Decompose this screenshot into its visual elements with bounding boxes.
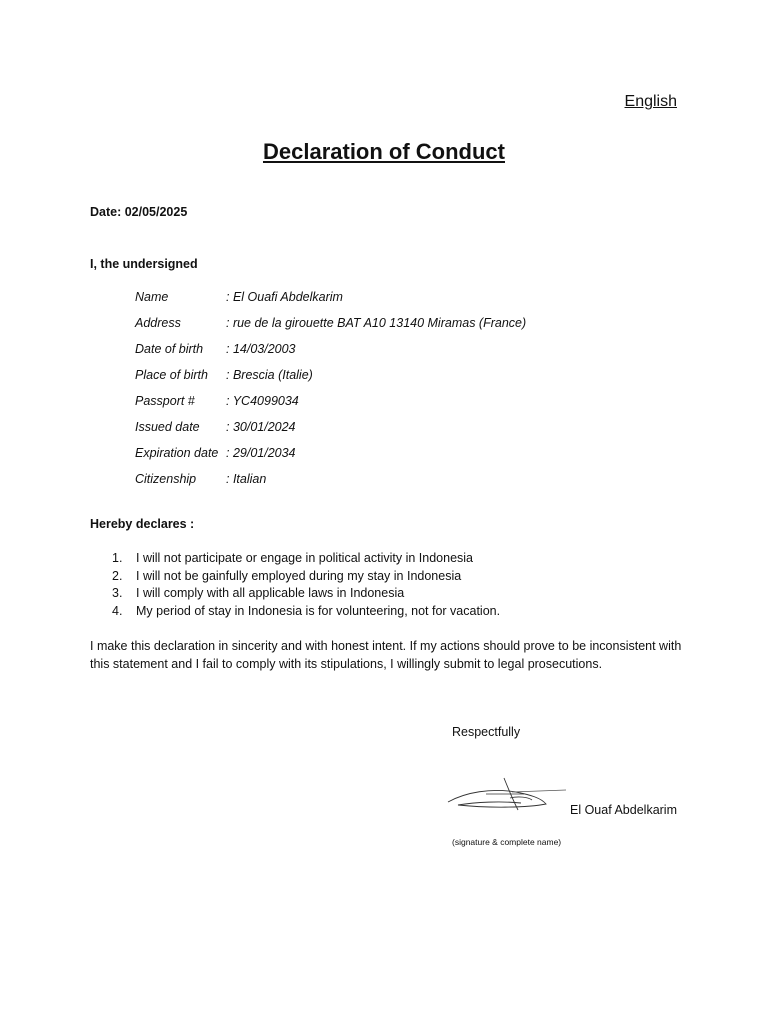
field-row-date-of-birth xyxy=(135,342,526,368)
field-row-address xyxy=(135,316,526,342)
undersigned-line: I, the undersigned xyxy=(90,257,198,271)
list-item xyxy=(112,551,500,569)
closing-paragraph: I make this declaration in sincerity and with honest intent. If my actions should prove to be inconsistent with this statement and I fail to comply with its stipulations, I willingly submit to legal prosecutions. xyxy=(90,639,682,671)
list-item xyxy=(112,586,500,604)
list-text: My period of stay in Indonesia is for volunteering, not for vacation. xyxy=(136,603,501,618)
field-value: : El Ouafi Abdelkarim xyxy=(226,290,343,304)
field-label: Expiration date xyxy=(135,446,219,460)
field-value: : Italian xyxy=(226,472,267,486)
list-number: 1. xyxy=(112,551,123,565)
declarations-list xyxy=(112,551,500,621)
field-row-place-of-birth xyxy=(135,368,526,394)
field-row-citizenship xyxy=(135,472,526,498)
date-line: Date: 02/05/2025 xyxy=(90,205,188,219)
signer-name: El Ouaf Abdelkarim xyxy=(570,803,677,817)
signature-caption: (signature & complete name) xyxy=(452,837,562,847)
field-row-name xyxy=(135,290,526,316)
list-number: 4. xyxy=(112,603,123,618)
field-label: Name xyxy=(135,290,169,304)
field-label: Issued date xyxy=(135,420,200,434)
field-label: Date of birth xyxy=(135,342,204,356)
list-text: I will not be gainfully employed during my stay in Indonesia xyxy=(136,568,462,583)
list-text: I will not participate or engage in political activity in Indonesia xyxy=(136,551,473,565)
field-value: : Brescia (Italie) xyxy=(226,368,313,382)
field-row-passport xyxy=(135,394,526,420)
handwritten-signature xyxy=(446,774,571,814)
list-number: 2. xyxy=(112,568,123,583)
personal-details xyxy=(135,290,526,498)
field-value: : YC4099034 xyxy=(226,394,299,408)
field-row-issued-date xyxy=(135,420,526,446)
field-value: : 14/03/2003 xyxy=(226,342,296,356)
respectfully-text: Respectfully xyxy=(452,725,521,739)
list-number: 3. xyxy=(112,586,123,600)
field-label: Citizenship xyxy=(135,472,197,486)
field-label: Passport # xyxy=(135,394,195,408)
language-label: English xyxy=(624,93,677,110)
field-label: Address xyxy=(135,316,181,330)
list-item xyxy=(112,604,500,622)
field-value: : rue de la girouette BAT A10 13140 Miramas (France) xyxy=(226,316,527,330)
list-text: I will comply with all applicable laws in Indonesia xyxy=(136,586,405,600)
document-title: Declaration of Conduct xyxy=(262,139,505,164)
field-value: : 29/01/2034 xyxy=(226,446,296,460)
list-item xyxy=(112,569,500,587)
field-value: : 30/01/2024 xyxy=(226,420,296,434)
declares-heading: Hereby declares : xyxy=(90,517,195,531)
field-label: Place of birth xyxy=(135,368,208,382)
field-row-expiration-date xyxy=(135,446,526,472)
